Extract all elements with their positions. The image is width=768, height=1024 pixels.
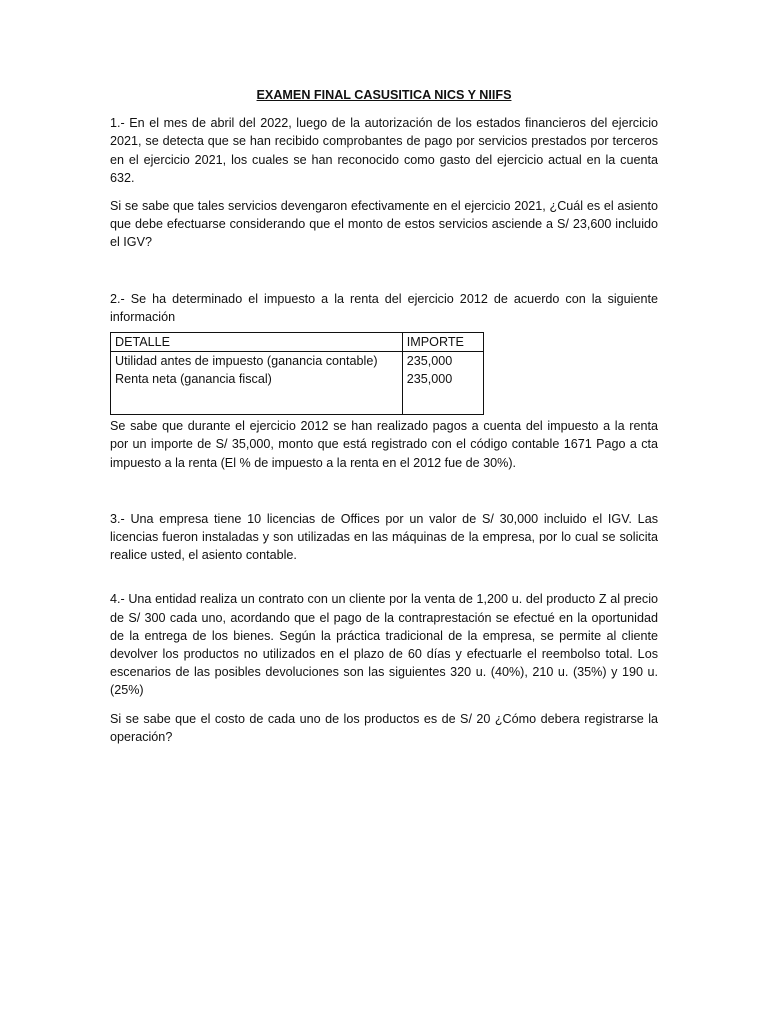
question-4-prompt: Si se sabe que el costo de cada uno de los productos es de S/ 20 ¿Cómo debera registrarse la operación? — [110, 711, 658, 744]
table-row-amount: 235,000 — [406, 372, 453, 387]
table-header-amount: IMPORTE — [402, 333, 483, 352]
question-4-paragraph: 4.- Una entidad realiza un contrato con un cliente por la venta de 1,200 u. del producto Z al precio de S/ 300 cada uno, acordando que el pago de la contraprestación se efectué en la oportunidad de la entrega de los bienes. Según la práctica tradicional de la empresa, se permite al cliente devolver los productos no utilizados en el plazo de 60 días y efectuarle el reembolso total. Los escenarios de las posibles devoluciones son las siguientes 320 u. (40%), 210 u. (35%) y 190 u. (25%) — [110, 592, 658, 698]
table-row — [111, 352, 484, 415]
table-amount-cell — [402, 352, 483, 415]
document-title: EXAMEN FINAL CASUSITICA NICS Y NIIFS — [256, 88, 512, 102]
question-3-paragraph: 3.- Una empresa tiene 10 licencias de Offices por un valor de S/ 30,000 incluido el IGV. Las licencias fueron instaladas y son utilizadas en las máquinas de la empresa, por lo cual se solicita realice usted, el asiento contable. — [110, 511, 658, 563]
table-header-row — [111, 333, 484, 352]
tax-info-table — [110, 332, 484, 415]
question-1-prompt: Si se sabe que tales servicios devengaron efectivamente en el ejercicio 2021, ¿Cuál es el asiento que debe efectuarse considerando que el monto de estos servicios asciende a S/ 23,600 incluido el IGV? — [110, 199, 658, 250]
table-row-detail: Renta neta (ganancia fiscal) — [115, 372, 272, 387]
question-1-paragraph: 1.- En el mes de abril del 2022, luego de la autorización de los estados financieros del ejercicio 2021, se detecta que se han recibido comprobantes de pago por servicios prestados por terceros en el ejercicio 2021, los cuales se han reconocido como gasto del ejercicio actual en la cuenta 632. — [110, 116, 658, 185]
spacer — [110, 482, 658, 510]
question-2-details: Se sabe que durante el ejercicio 2012 se han realizado pagos a cuenta del impuesto a la renta por un importe de S/ 35,000, monto que está registrado con el código contable 1671 Pago a cta impuesto a la renta (El % de impuesto a la renta en el 2012 fue de 30%). — [110, 419, 658, 470]
spacer — [110, 574, 658, 590]
table-row-detail: Utilidad antes de impuesto (ganancia contable) — [115, 354, 378, 369]
table-header-detail: DETALLE — [111, 333, 403, 352]
spacer — [110, 262, 658, 290]
table-detail-cell — [111, 352, 403, 415]
table-row-amount: 235,000 — [406, 354, 453, 369]
exam-document — [110, 86, 658, 756]
question-2-paragraph: 2.- Se ha determinado el impuesto a la renta del ejercicio 2012 de acuerdo con la siguiente información — [110, 291, 658, 324]
